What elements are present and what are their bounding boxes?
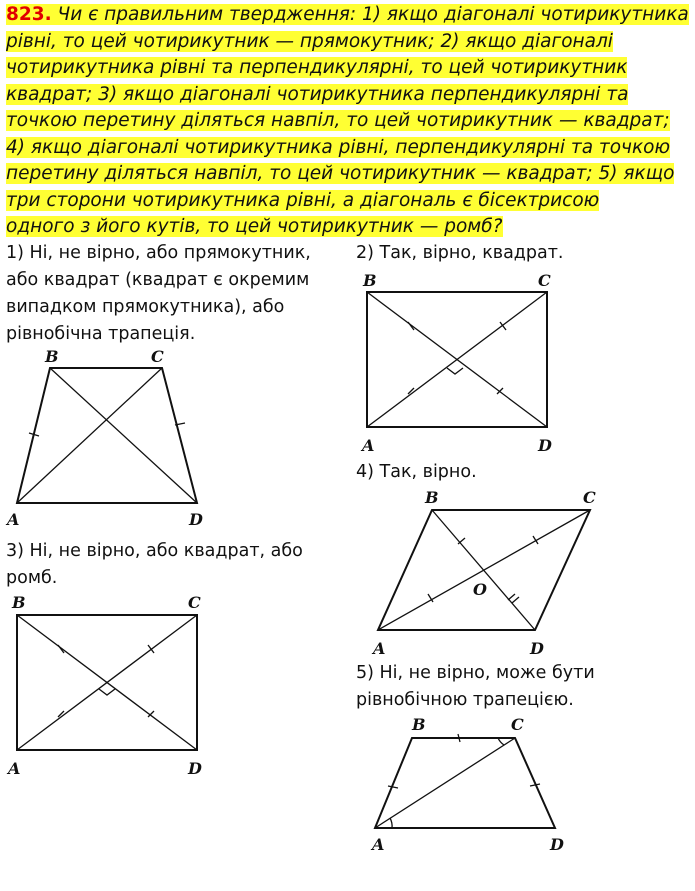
vertex-label-C: C <box>583 488 596 507</box>
vertex-label-A: A <box>362 436 375 455</box>
question-line: точкою перетину діляться навпіл, то цей чотирикутник — квадрат; <box>6 110 670 131</box>
vertex-label-D: D <box>189 510 203 529</box>
vertex-label-A: A <box>373 639 386 658</box>
vertex-label-D: D <box>530 639 544 658</box>
vertex-label-C: C <box>511 715 524 734</box>
vertex-label-A: A <box>7 510 20 529</box>
question-line: чотирикутника рівні та перпендикулярні, то цей чотирикутник <box>6 57 628 78</box>
question-line: квадрат; 3) якщо діагоналі чотирикутника перпендикулярні та <box>6 83 629 105</box>
vertex-label-B: B <box>12 593 26 612</box>
vertex-label-D: D <box>538 436 552 455</box>
question-line: одного з його кутів, то цей чотирикутник — ромб? <box>6 216 503 237</box>
vertex-label-C: C <box>538 271 551 290</box>
vertex-label-D: D <box>550 835 564 854</box>
answer-4: 4) Так, вірно. <box>356 462 477 482</box>
vertex-label-B: B <box>412 715 426 734</box>
vertex-label-B: B <box>45 347 59 366</box>
question-line: перетину діляться навпіл, то цей чотирикутник — квадрат; 5) якщо <box>6 163 675 184</box>
vertex-label-D: D <box>188 759 202 778</box>
vertex-label-C: C <box>188 593 201 612</box>
answer-1: 1) Ні, не вірно, або прямокутник, або квадрат (квадрат є окремим випадком прямокутника), або рівнобічна трапеція. <box>6 243 311 344</box>
question-line: Чи є правильним твердження: 1) якщо діагоналі чотирикутника <box>57 4 689 25</box>
vertex-label-B: B <box>425 488 439 507</box>
question-line: рівні, то цей чотирикутник — прямокутник; 2) якщо діагоналі <box>6 30 613 52</box>
question-line: три сторони чотирикутника рівні, а діагональ є бісектрисою <box>6 189 600 211</box>
question-line: 4) якщо діагоналі чотирикутника рівні, перпендикулярні та точкою <box>6 136 671 158</box>
vertex-label-A: A <box>372 835 385 854</box>
answer-3: 3) Ні, не вірно, або квадрат, або ромб. <box>6 541 303 588</box>
center-label-O: O <box>473 580 487 599</box>
vertex-label-A: A <box>8 759 21 778</box>
answer-5: 5) Ні, не вірно, може бути рівнобічною трапецією. <box>356 663 595 710</box>
answer-2: 2) Так, вірно, квадрат. <box>356 243 564 263</box>
vertex-label-B: B <box>363 271 377 290</box>
question-number: 823. <box>6 4 52 25</box>
vertex-label-C: C <box>151 347 164 366</box>
